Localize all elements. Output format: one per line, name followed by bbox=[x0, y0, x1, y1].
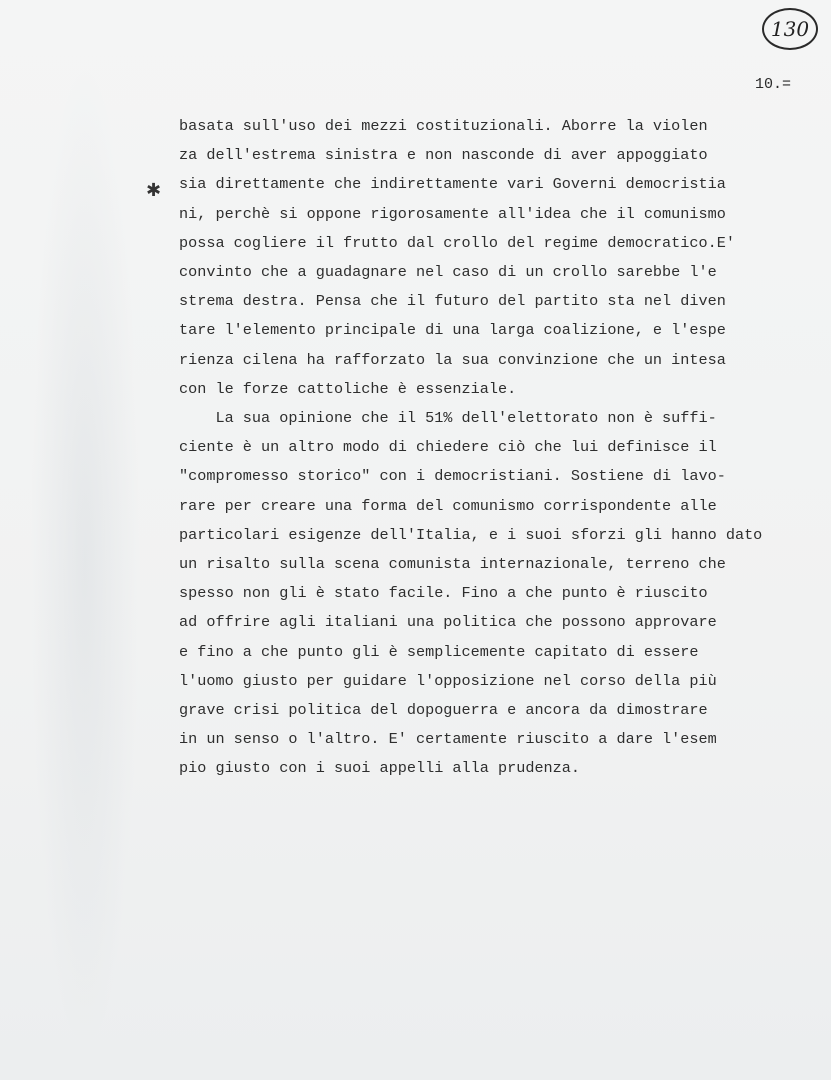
text-line: basata sull'uso dei mezzi costituzionali. Aborre la violen bbox=[179, 117, 708, 135]
archive-stamp-number bbox=[762, 8, 818, 50]
text-line: convinto che a guadagnare nel caso di un crollo sarebbe l'e bbox=[179, 263, 717, 282]
text-line: za dell'estrema sinistra e non nasconde di aver appoggiato bbox=[179, 146, 708, 165]
stamp-number-text: 130 bbox=[770, 17, 810, 41]
margin-asterisk-mark: ✱ bbox=[146, 180, 162, 201]
text-line: pio giusto con i suoi appelli alla prudenza. bbox=[179, 759, 581, 778]
text-line: strema destra. Pensa che il futuro del partito sta nel diven bbox=[179, 292, 726, 311]
text-line: e fino a che punto gli è semplicemente capitato di essere bbox=[179, 642, 699, 661]
text-line: particolari esigenze dell'Italia, e i suoi sforzi gli hanno dato bbox=[179, 525, 763, 544]
text-line: ciente è un altro modo di chiedere ciò che lui definisce il bbox=[179, 438, 717, 457]
text-line: rienza cilena ha rafforzato la sua convinzione che un intesa bbox=[179, 350, 726, 369]
text-line: La sua opinione che il 51% dell'elettorato non è suffi- bbox=[179, 409, 717, 428]
paper-bleed-through bbox=[30, 60, 140, 1060]
text-line: ad offrire agli italiani una politica che possono approvare bbox=[179, 613, 717, 632]
text-line: grave crisi politica del dopoguerra e ancora da dimostrare bbox=[179, 701, 708, 720]
page-number: 10.= bbox=[755, 76, 792, 93]
text-line: spesso non gli è stato facile. Fino a che punto è riuscito bbox=[179, 584, 708, 603]
text-line: un risalto sulla scena comunista internazionale, terreno che bbox=[179, 555, 726, 574]
text-line: con le forze cattoliche è essenziale. bbox=[179, 379, 517, 398]
text-line: l'uomo giusto per guidare l'opposizione nel corso della più bbox=[179, 671, 717, 690]
text-line: possa cogliere il frutto dal crollo del regime democratico.E' bbox=[179, 233, 735, 252]
text-line: sia direttamente che indirettamente vari Governi democristia bbox=[179, 175, 726, 194]
text-line: rare per creare una forma del comunismo corrispondente alle bbox=[179, 496, 717, 515]
text-line: ni, perchè si oppone rigorosamente all'idea che il comunismo bbox=[179, 204, 726, 223]
text-line: "compromesso storico" con i democristiani. Sostiene di lavo- bbox=[179, 467, 726, 486]
typed-body-text bbox=[179, 112, 762, 784]
text-line: in un senso o l'altro. E' certamente riuscito a dare l'esem bbox=[179, 730, 717, 749]
text-line: tare l'elemento principale di una larga coalizione, e l'espe bbox=[179, 321, 726, 340]
